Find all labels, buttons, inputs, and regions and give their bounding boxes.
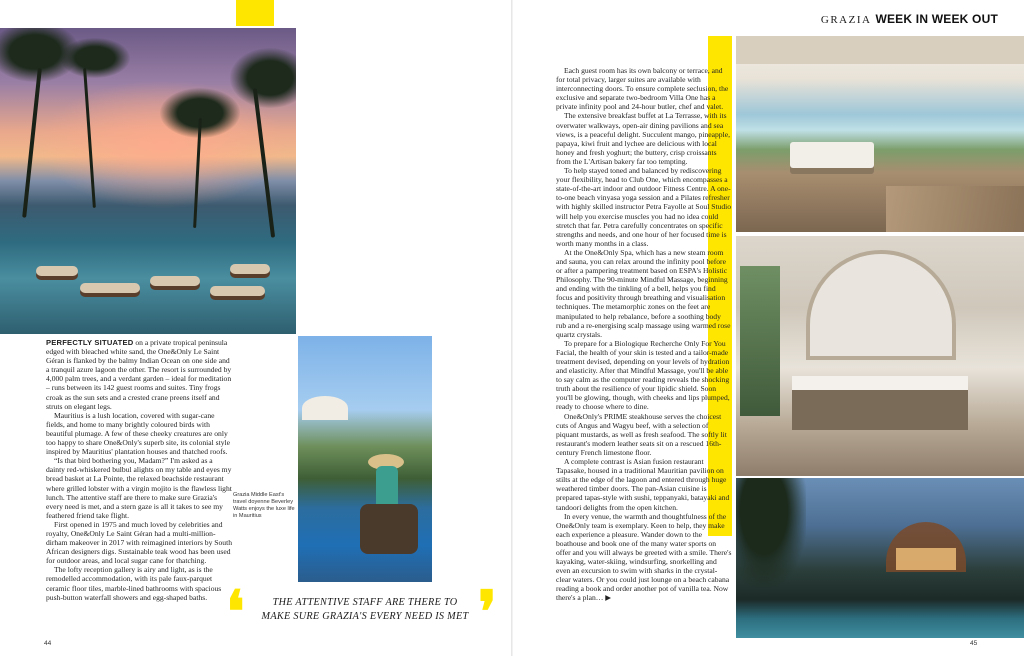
- article-paragraph: Each guest room has its own balcony or terrace, and for total privacy, larger suites are available with interconnecting doors. To ensure complete seclusion, the exclusive and separate two-bedroom Villa One has a private infinity pool and 24-hour butler, chef and valet.: [556, 66, 729, 112]
- page-number-left: 44: [44, 640, 52, 647]
- article-paragraph: To prepare for a Biologique Recherche Only For You Facial, the health of your skin is tested and a tailor-made treatment devised, depending on your levels of hydration and elasticity. After that Mindful Massage, you'll be able to say calm as the computer reading reveals the shocking truth about the resilience of your lipidic shield. Soon you'll be glowing, though, with cheeks and lips plumped, ready to choose where to dine.: [556, 338, 730, 412]
- pull-quote: [240, 596, 490, 624]
- lead-in: PERFECTLY SITUATED: [46, 338, 134, 347]
- open-quote-icon: ❛: [226, 580, 245, 645]
- magazine-brand: GRAZIA: [820, 14, 872, 26]
- article-paragraph: In every venue, the warmth and thoughtfulness of the One&Only team is exemplary. Keen to help, they make each experience a pleasure. Wander down to the boathouse and book one of the many water sports on offer and you will always be greeted with a smile. There's kayaking, water-skiing, windsurfing, snorkelling and even an excursion to swim with sharks in the crystal-clear waters. Or you could just lounge on a beach cabana reading a book and order another pot of vanilla tea. Now there's a plan… ▶: [556, 511, 732, 603]
- article-paragraph: To help stayed toned and balanced by rediscovering your flexibility, head to Club One, which encompasses a state-of-the-art indoor and outdoor Fitness Centre. A one-to-one beach vinyasa yoga session and a Pilates refresher with highly skilled instructor Petra Fayolle at Soul Studio will help you exercise muscles you had no idea could stretch that far. Petra carefully concentrates on specific strengths and needs, and one hour of her focused time is worth many months in a class.: [556, 166, 732, 248]
- page-gutter: [511, 0, 513, 656]
- pull-quote-line: MAKE SURE GRAZIA'S EVERY NEED IS MET: [261, 611, 469, 622]
- bathroom-photo: [736, 236, 1024, 476]
- resort-pool-sunset-photo: [0, 28, 296, 334]
- article-paragraph: PERFECTLY SITUATED on a private tropical peninsula edged with bleached white sand, the One&Only Le Saint Géran is flanked by the balmy Indian Ocean on one side and a tranquil azure lagoon the other. The resort is surrounded by 4,000 palm trees, and a verdant garden – ideal for meditation – runs between its 142 guest rooms and suites. Tiny frogs croak as the sun sets and a crested crane preens itself and struts on elegant legs.: [46, 338, 232, 411]
- lagoon-restaurant-photo: [736, 478, 1024, 638]
- photo-caption: Grazia Middle East's travel doyenne Beverley Watts enjoys the luxe life in Mauritius: [233, 492, 295, 519]
- article-paragraph: First opened in 1975 and much loved by celebrities and royalty, One&Only Le Saint Géran had a multi-million-dirham makeover in 2017 with reimagined interiors by South African designers digs. Sustainable teak wood has been used for outdoor areas, and local sugar cane for thatching.: [46, 519, 233, 566]
- pull-quote-line: THE ATTENTIVE STAFF ARE THERE TO: [272, 597, 458, 608]
- yellow-accent-top-left: [236, 0, 274, 26]
- article-paragraph: “Is that bird bothering you, Madam?” I'm asked as a dainty red-whiskered bulbul alights on my table and eyes my bread basket at La Pointe, the relaxed beachside restaurant where grilled lobster with a virgin mojito is the flawless light lunch. The attentive staff are there to make sure Grazia's every need is met, and a stern gaze is all it takes to see my feathered friend take flight.: [46, 456, 232, 520]
- article-column-right: [556, 66, 732, 603]
- close-quote-icon: ❜: [478, 580, 497, 645]
- article-paragraph: At the One&Only Spa, which has a new steam room and sauna, you can relax around the infinity pool before or after a pampering treatment based on ESPA's Holistic Philosophy. The 90-minute Mindful Massage, beginning and ending with the tinkling of a bell, helps you find focus and positivity through breathing and visualisation techniques. The metamorphic zones on the feet are manipulated to help rebalance, before a soothing body rub and a re-energising scalp massage using warmed rose quartz crystals.: [556, 247, 731, 339]
- article-paragraph: Mauritius is a lush location, covered with sugar-cane fields, and home to many brightly coloured birds with beautiful plumage. A few of these cheeky creatures are only too happy to share One&Only's superb site, its colonial style inspired by Mauritius' plantation houses and thatched roofs.: [46, 410, 231, 457]
- page-number-right: 45: [970, 640, 978, 647]
- article-paragraph: The extensive breakfast buffet at La Terrasse, with its overwater walkways, open-air dining pavilions and sea views, is a peaceful delight. Succulent mango, pineapple, papaya, kiwi fruit and lychee are delicious with local honey and fresh yoghurt; the buttery, crisp croissants from the L'Artisan bakery far too tempting.: [556, 111, 730, 166]
- article-paragraph: The lofty reception gallery is airy and light, as is the remodelled accommodation, with its pale faux-parquet ceramic floor tiles, marble-lined bathrooms with spacious push-button waterfall showers and egg-shaped baths.: [46, 565, 222, 602]
- article-paragraph: A complete contrast is Asian fusion restaurant Tapasake, housed in a traditional Mauritian pavilion on stilts at the edge of the lagoon and entered through huge weathered timber doors. The pan-Asian cuisine is prepared tapas-style with sushi, teppanyaki, batayaki and tandoori delights from the open kitchen.: [556, 457, 730, 512]
- article-paragraph: One&Only's PRIME steakhouse serves the choicest cuts of Angus and Wagyu beef, with a selection of piquant mustards, as well as fresh seafood. The softly lit restaurant's modern leather seats sit on a rescued 16th-century French limestone floor.: [556, 411, 727, 457]
- section-title: WEEK IN WEEK OUT: [875, 12, 998, 26]
- beach-terrace-room-photo: [736, 36, 1024, 232]
- writer-by-pool-photo: [298, 336, 432, 582]
- article-column-left: [46, 338, 232, 602]
- section-header: [821, 12, 998, 26]
